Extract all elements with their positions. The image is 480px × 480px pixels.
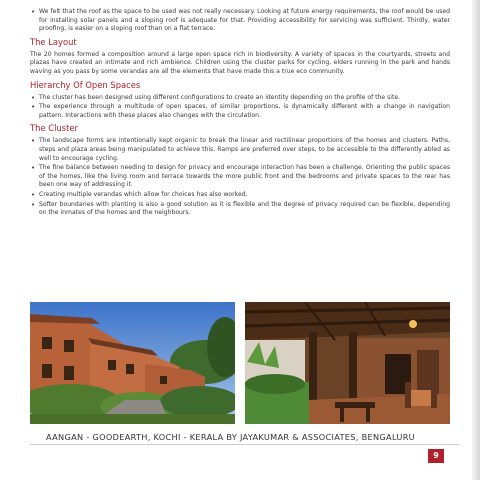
veranda-interior-photo bbox=[245, 302, 450, 424]
photo-row bbox=[30, 302, 450, 424]
section-heading-cluster: The Cluster bbox=[30, 123, 78, 134]
list-item: • The fine balance between needing to design for privacy and encourage interaction has been a challenge. Orienting the public spaces of the homes, like the living room and terrace towards the more public front and the bedrooms and private spaces to the rear has been one way of addressing it. bbox=[30, 164, 450, 190]
section-heading-layout: The Layout bbox=[30, 36, 77, 47]
hierarchy-list bbox=[30, 94, 450, 121]
page-number-badge: 9 bbox=[428, 449, 444, 463]
list-item: • The landscape forms are intentionally kept organic to break the linear and rectilinear proportions of the homes and clusters. Paths, steps and plaza areas being manipulated to achieve this. Ramps are preferred over steps, to be accessible to the differently abled as well to encourage cycling. bbox=[30, 137, 450, 163]
list-item: • The cluster has been designed using different configurations to create an identity depending on the profile of the site. bbox=[30, 94, 450, 103]
page-edge-shadow bbox=[472, 0, 480, 480]
list-item: • The experience through a multitude of open spaces, of similar proportions, is dynamically different with a change in navigation pattern. Interactions with these places also changes with the circulation. bbox=[30, 103, 450, 120]
cluster-list bbox=[30, 137, 450, 217]
footer-divider bbox=[30, 444, 460, 445]
housing-cluster-photo bbox=[30, 302, 235, 424]
photo-caption: AANGAN - GOODEARTH, KOCHI - KERALA BY JAYAKUMAR & ASSOCIATES, BENGALURU bbox=[46, 432, 415, 442]
section-heading-hierarchy: Hierarchy Of Open Spaces bbox=[30, 79, 141, 90]
layout-paragraph: The 20 homes formed a composition around a large open space rich in biodiversity. A variety of spaces in the courtyards, streets and plazas have created an intimate and rich ambience. Children using the cluster parks for cycling, elders running in the park and hands waving as you pass by some verandas are all the elements that have made this a true eco community. bbox=[30, 50, 450, 75]
article-body bbox=[30, 8, 450, 220]
list-item: • Softer boundaries with planting is also a good solution as it is flexible and the degree of privacy required can be flexible, depending on the inmates of the homes and the neighbours. bbox=[30, 201, 450, 218]
list-item: • We felt that the roof as the space to be used was not really necessary. Looking at future energy requirements, the roof would be used for installing solar panels and a sloping roof is adequate for that. Providing accessibility for servicing was sufficient. Thirdly, water proofing, is easier on a sloping roof than on a flat terrace. bbox=[30, 8, 450, 34]
list-item: • Creating multiple verandas which allow for choices has also worked. bbox=[30, 191, 450, 200]
intro-list bbox=[30, 8, 450, 34]
